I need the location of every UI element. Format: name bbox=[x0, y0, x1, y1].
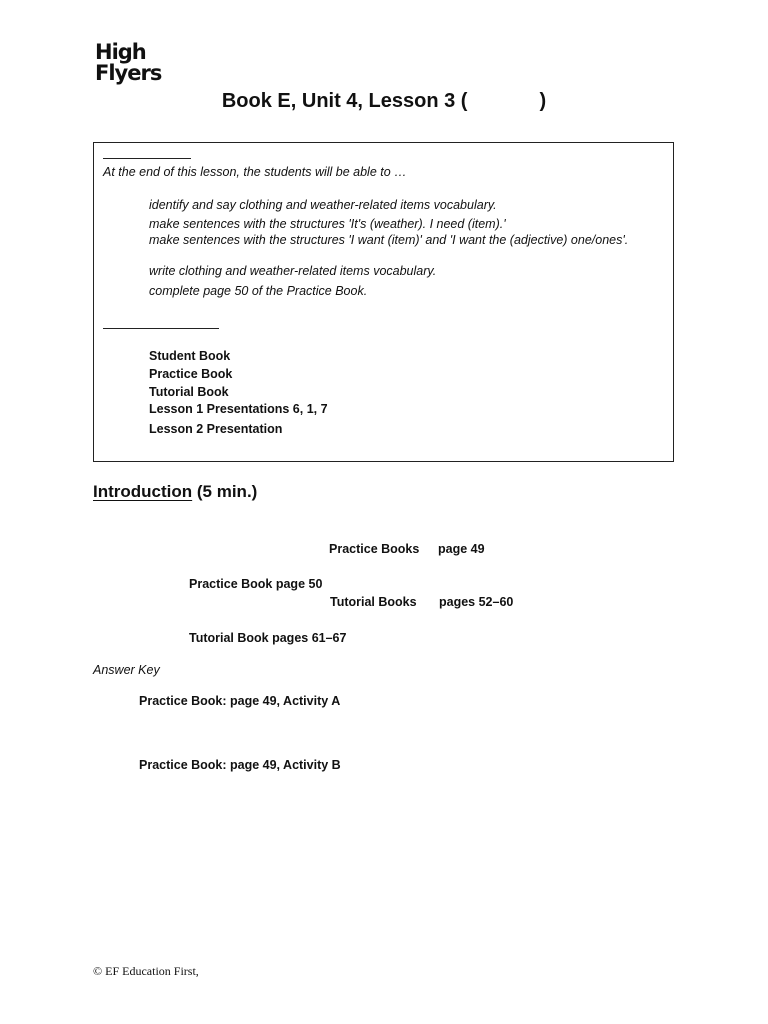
pages-52-60-ref: pages 52–60 bbox=[439, 595, 514, 609]
page-title bbox=[0, 90, 768, 113]
high-flyers-logo bbox=[95, 42, 161, 84]
title-text: Book E, Unit 4, Lesson 3 ( bbox=[221, 90, 468, 112]
page-49-ref: page 49 bbox=[438, 542, 485, 556]
objectives-intro: At the end of this lesson, the students will be able to … bbox=[103, 165, 407, 179]
objective-item: make sentences with the structures 'I want (item)' and 'I want the (adjective) one/ones'. bbox=[149, 233, 629, 247]
tutorial-books-ref: Tutorial Books bbox=[330, 595, 417, 609]
objective-item: write clothing and weather-related items vocabulary. bbox=[149, 264, 437, 278]
practice-books-ref: Practice Books bbox=[329, 542, 420, 556]
material-item: Lesson 2 Presentation bbox=[149, 422, 283, 436]
materials-heading-rule bbox=[103, 328, 219, 329]
logo-line-1: High bbox=[95, 40, 146, 64]
objectives-heading-rule bbox=[103, 158, 191, 159]
introduction-title: Introduction bbox=[93, 482, 193, 501]
objective-item: complete page 50 of the Practice Book. bbox=[149, 284, 368, 298]
objective-item: make sentences with the structures 'It's (weather). I need (item).' bbox=[149, 217, 506, 231]
copyright-footer: © EF Education First, bbox=[93, 964, 199, 978]
material-item: Practice Book bbox=[149, 367, 233, 381]
introduction-duration: (5 min.) bbox=[192, 482, 258, 501]
answer-key-item: Practice Book: page 49, Activity A bbox=[139, 694, 341, 708]
material-item: Tutorial Book bbox=[149, 385, 229, 399]
practice-book-page-50-ref: Practice Book page 50 bbox=[189, 577, 323, 591]
material-item: Lesson 1 Presentations 6, 1, 7 bbox=[149, 402, 328, 416]
objective-item: identify and say clothing and weather-related items vocabulary. bbox=[149, 198, 497, 212]
answer-key-label: Answer Key bbox=[93, 663, 160, 677]
answer-key-item: Practice Book: page 49, Activity B bbox=[139, 758, 341, 772]
title-close: ) bbox=[539, 90, 547, 112]
material-item: Student Book bbox=[149, 349, 231, 363]
tutorial-book-pages-ref: Tutorial Book pages 61–67 bbox=[189, 631, 347, 645]
introduction-heading bbox=[93, 482, 257, 502]
logo-line-2: Flyers bbox=[95, 61, 162, 85]
